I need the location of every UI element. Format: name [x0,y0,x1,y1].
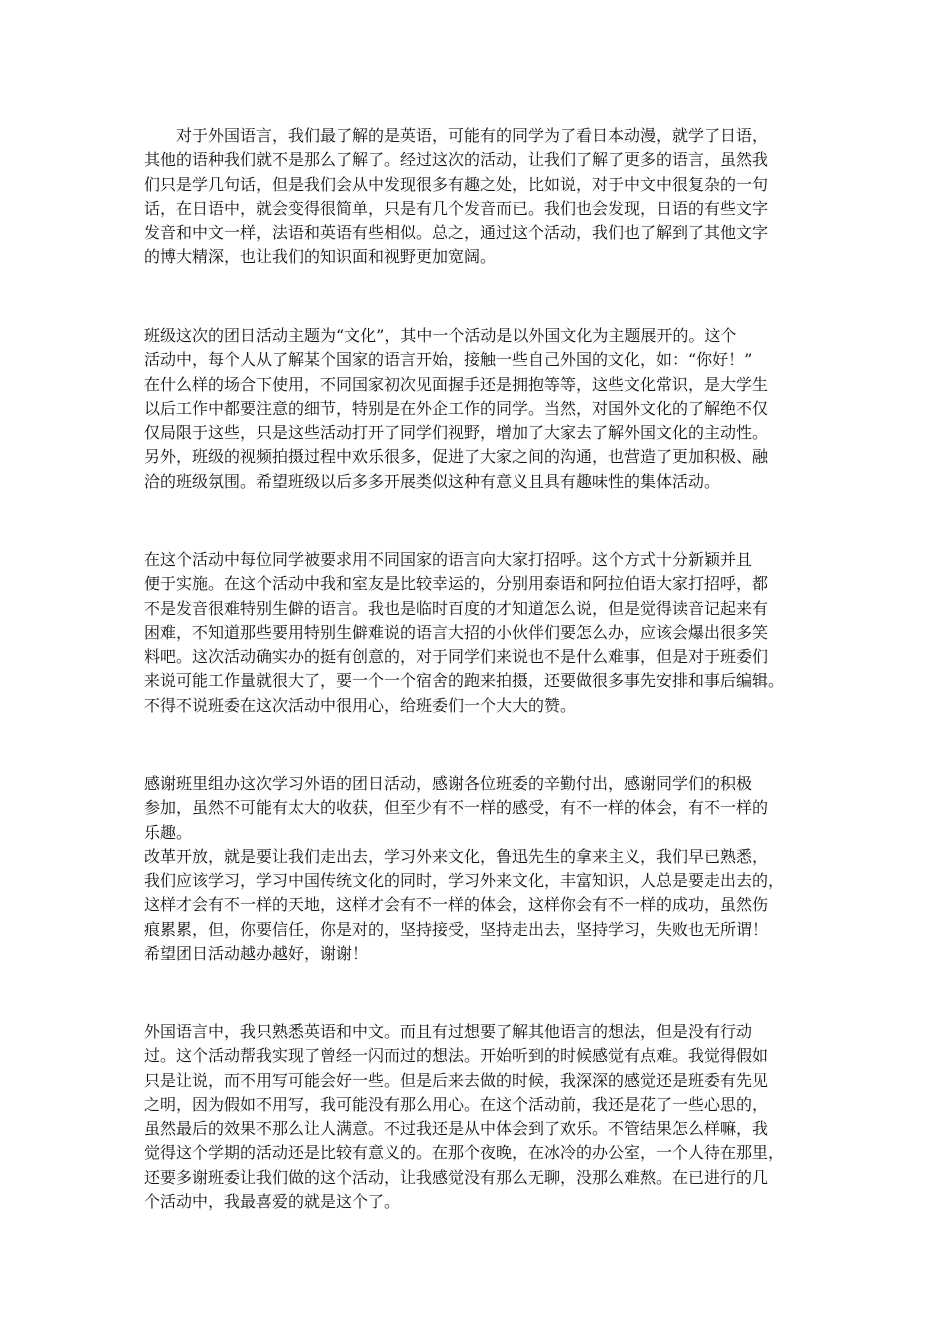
text-line: 个活动中，我最喜爱的就是这个了。 [144,1192,401,1212]
text-line: 乐趣。 [144,822,193,842]
paragraph-greetings-activity [144,548,810,718]
text-line: 不得不说班委在这次活动中很用心，给班委们一个大大的赞。 [144,695,577,715]
paragraph-thanks [144,772,810,966]
text-line: 我们应该学习，学习中国传统文化的同时，学习外来文化，丰富知识，人总是要走出去的， [144,871,785,891]
text-line: 便于实施。在这个活动中我和室友是比较幸运的，分别用泰语和阿拉伯语大家打招呼，都 [144,574,769,594]
text-line: 还要多谢班委让我们做的这个活动，让我感觉没有那么无聊，没那么难熬。在已进行的几 [144,1167,769,1187]
text-line: 话，在日语中，就会变得很简单，只是有几个发音而已。我们也会发现，日语的有些文字 [144,198,769,218]
text-line: 困难，不知道那些要用特别生僻难说的语言大招的小伙伴们要怎么办，应该会爆出很多笑 [144,622,769,642]
text-line: 之明，因为假如不用写，我可能没有那么用心。在这个活动前，我还是花了一些心思的， [144,1094,769,1114]
text-line: 班级这次的团日活动主题为“文化”，其中一个活动是以外国文化为主题展开的。这个 [144,326,737,345]
text-line: 以后工作中都要注意的细节，特别是在外企工作的同学。当然，对国外文化的了解绝不仅 [144,398,769,418]
text-line: 在什么样的场合下使用，不同国家初次见面握手还是拥抱等等，这些文化常识，是大学生 [144,374,769,394]
text-line: 改革开放，就是要让我们走出去，学习外来文化，鲁迅先生的拿来主义，我们早已熟悉， [144,846,769,866]
paragraph-personal-reflection [144,1020,810,1214]
text-line: 另外，班级的视频拍摄过程中欢乐很多，促进了大家之间的沟通，也营造了更加积极、融 [144,447,769,467]
text-line: 这样才会有不一样的天地，这样才会有不一样的体会，这样你会有不一样的成功，虽然伤 [144,895,769,915]
text-line: 外国语言中，我只熟悉英语和中文。而且有过想要了解其他语言的想法，但是没有行动 [144,1022,753,1041]
text-line: 希望团日活动越办越好，谢谢！ [144,944,369,964]
text-line: 来说可能工作量就很大了，要一个一个宿舍的跑来拍摄，还要做很多事先安排和事后编辑。 [144,671,785,691]
text-line: 只是让说，而不用写可能会好一些。但是后来去做的时候，我深深的感觉还是班委有先见 [144,1070,769,1090]
text-line: 在这个活动中每位同学被要求用不同国家的语言向大家打招呼。这个方式十分新颖并且 [144,550,753,569]
text-line: 们只是学几句话，但是我们会从中发现很多有趣之处，比如说，对于中文中很复杂的一句 [144,174,769,194]
text-line: 活动中，每个人从了解某个国家的语言开始，接触一些自己外国的文化，如：“你好！” [144,350,753,370]
text-line: 不是发音很难特别生僻的语言。我也是临时百度的才知道怎么说，但是觉得读音记起来有 [144,598,769,618]
text-line: 觉得这个学期的活动还是比较有意义的。在那个夜晚，在冰冷的办公室，一个人待在那里， [144,1143,785,1163]
text-line: 参加，虽然不可能有太大的收获，但至少有不一样的感受，有不一样的体会，有不一样的 [144,798,769,818]
text-line: 对于外国语言，我们最了解的是英语，可能有的同学为了看日本动漫，就学了日语， [144,126,769,145]
text-line: 的博大精深，也让我们的知识面和视野更加宽阔。 [144,247,497,267]
text-line: 其他的语种我们就不是那么了解了。经过这次的活动，让我们了解了更多的语言，虽然我 [144,150,769,170]
text-line: 过。这个活动帮我实现了曾经一闪而过的想法。开始听到的时候感觉有点难。我觉得假如 [144,1046,769,1066]
text-line: 洽的班级氛围。希望班级以后多多开展类似这种有意义且具有趣味性的集体活动。 [144,471,721,491]
text-line: 仅局限于这些，只是这些活动打开了同学们视野，增加了大家去了解外国文化的主动性。 [144,423,769,443]
paragraph-culture-theme [144,324,810,494]
text-line: 发音和中文一样，法语和英语有些相似。总之，通过这个活动，我们也了解到了其他文字 [144,223,769,243]
paragraph-foreign-languages [144,124,810,270]
text-line: 痕累累，但，你要信任，你是对的，坚持接受，坚持走出去，坚持学习，失败也无所谓！ [144,919,769,939]
text-line: 虽然最后的效果不那么让人满意。不过我还是从中体会到了欢乐。不管结果怎么样嘛，我 [144,1119,769,1139]
text-line: 料吧。这次活动确实办的挺有创意的，对于同学们来说也不是什么难事，但是对于班委们 [144,647,769,667]
text-line: 感谢班里组办这次学习外语的团日活动，感谢各位班委的辛勤付出，感谢同学们的积极 [144,774,753,793]
